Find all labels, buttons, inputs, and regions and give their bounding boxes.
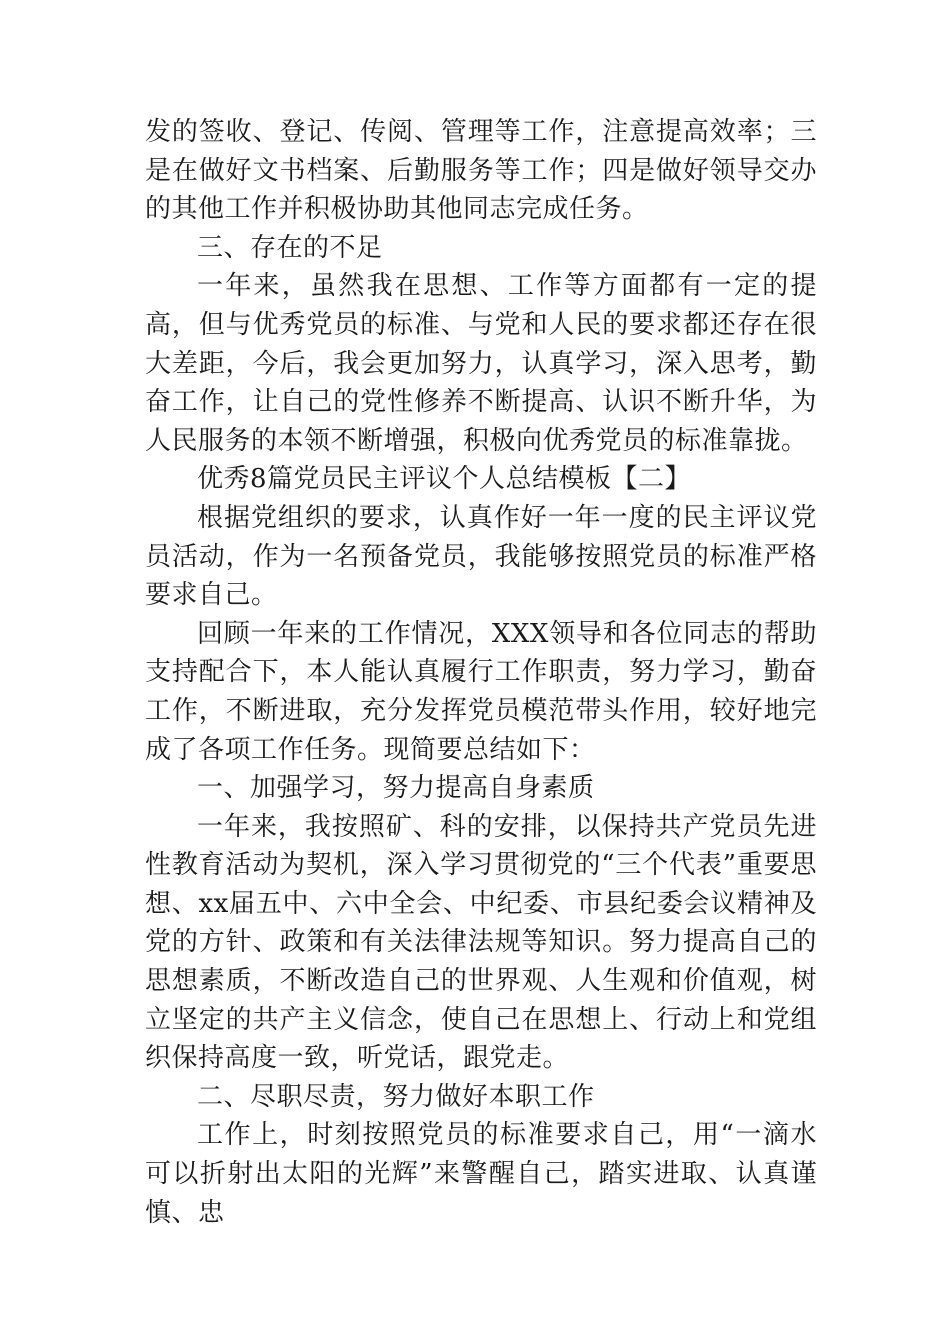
section-heading-shortcomings: 三、存在的不足	[197, 232, 383, 263]
document-body	[145, 113, 817, 1232]
paragraph-study: 一年来，我按照矿、科的安排，以保持共产党员先进性教育活动为契机，深入学习贯彻党的“三个代表”重要思想、xx届五中、六中全会、中纪委、市县纪委会议精神及党的方针、政策和有关法律法规等知识。努力提高自己的思想素质，不断改造自己的世界观、人生观和价值观，树立坚定的共产主义信念，使自己在思想上、行动上和党组织保持高度一致，听党话，跟党走。	[145, 811, 817, 1074]
paragraph-review: 回顾一年来的工作情况，XXX领导和各位同志的帮助支持配合下，本人能认真履行工作职责，努力学习，勤奋工作，不断进取，充分发挥党员模范带头作用，较好地完成了各项工作任务。现简要总结如下：	[145, 618, 817, 765]
section-heading-study: 一、加强学习，努力提高自身素质	[197, 773, 595, 804]
article-title-two: 优秀8篇党员民主评议个人总结模板【二】	[197, 464, 692, 495]
paragraph-duty: 工作上，时刻按照党员的标准要求自己，用“一滴水可以折射出太阳的光辉”来警醒自己，踏实进取、认真谨慎、忠	[145, 1120, 817, 1228]
paragraph-continued: 发的签收、登记、传阅、管理等工作，注意提高效率；三是在做好文书档案、后勤服务等工作；四是做好领导交办的其他工作并积极协助其他同志完成任务。	[145, 117, 817, 225]
section-heading-duty: 二、尽职尽责，努力做好本职工作	[197, 1081, 595, 1112]
paragraph-intro: 根据党组织的要求，认真作好一年一度的民主评议党员活动，作为一名预备党员，我能够按照党员的标准严格要求自己。	[145, 502, 817, 611]
paragraph-shortcomings: 一年来，虽然我在思想、工作等方面都有一定的提高，但与优秀党员的标准、与党和人民的要求都还存在很大差距，今后，我会更加努力，认真学习，深入思考，勤奋工作，让自己的党性修养不断提高、认识不断升华，为人民服务的本领不断增强，积极向优秀党员的标准靠拢。	[145, 271, 817, 456]
